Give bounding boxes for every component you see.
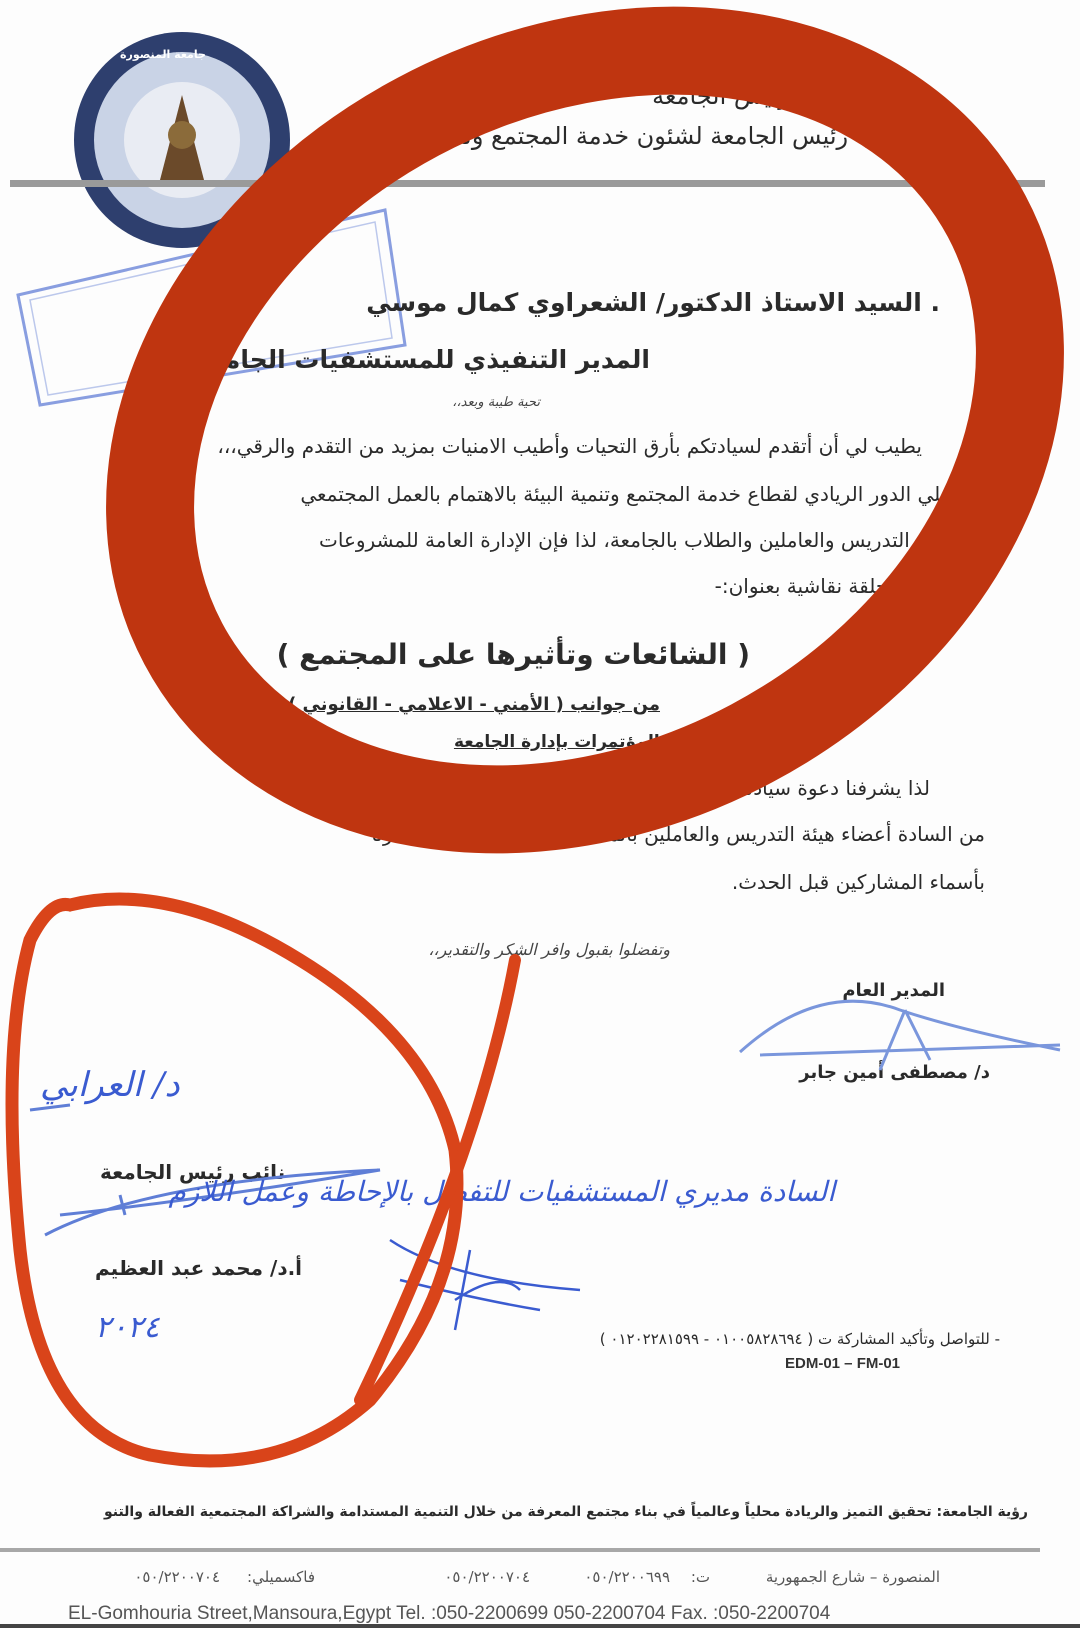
vp-title: نائب رئيس الجامعة bbox=[100, 1160, 286, 1184]
greeting: تحية طيبة وبعد،، bbox=[452, 395, 540, 410]
header-sector: نائب رئيس الجامعة لشئون خدمة المجتمع وتنمية البيئة bbox=[367, 122, 900, 150]
university-vision: رؤية الجامعة: تحقيق التميز والريادة محلياً وعالمياً في بناء مجتمع المعرفة من خلال التنمية المستدامة والشراكة المجتمعية الفعالة والتنو bbox=[103, 1504, 1028, 1520]
director-title: المدير العام bbox=[842, 980, 945, 1001]
footer-address-en: EL-Gomhouria Street,Mansoura,Egypt Tel. :050-2200699 050-2200704 Fax. :050-2200704 bbox=[68, 1603, 831, 1624]
handwritten-note: السادة مديري المستشفيات للتفضل بالإحاطة وعمل اللازم bbox=[168, 1175, 835, 1208]
closing: وتفضلوا بقبول وافر الشكر والتقدير،، bbox=[428, 940, 670, 959]
invite-line: من السادة أعضاء هيئة التدريس والعاملين بالمستشفيات مع التكرم اخطارنا bbox=[371, 822, 985, 846]
addressee-title: المدير التنفيذي للمستشفيات الجامعية bbox=[185, 345, 650, 374]
footer-tel2: ٠٥٠/٢٢٠٠٧٠٤ bbox=[444, 1568, 530, 1586]
big-red-circle bbox=[17, 0, 1080, 957]
event-date-place: ٢٠٢٤ بقاعة المؤتمرات بإدارة الجامعة bbox=[453, 732, 760, 752]
header-university-title: رئيس الجامعة bbox=[652, 82, 790, 110]
event-title: ( الشائعات وتأثيرها على المجتمع ) bbox=[276, 638, 750, 671]
contact-line: - للتواصل وتأكيد المشاركة ت ( ٠١٠٠٥٨٢٨٦٩٤ - ٠١٢٠٢٢٨١٥٩٩ ) bbox=[599, 1330, 1000, 1348]
vp-handwritten-year: ٢٠٢٤ bbox=[95, 1310, 160, 1345]
event-aspects: من جوانب ( الأمني - الاعلامي - القانوني ) bbox=[288, 694, 660, 715]
small-red-circle bbox=[12, 899, 457, 1461]
body-line: بتنظيم حلقة نقاشية بعنوان:- bbox=[714, 574, 948, 598]
director-name: د/ مصطفى أمين جابر bbox=[799, 1062, 990, 1083]
footer-fax: ٠٥٠/٢٢٠٠٧٠٤ bbox=[134, 1568, 220, 1586]
vp-name: أ.د/ محمد عبد العظيم bbox=[95, 1256, 303, 1280]
vp-handwritten-signature: د/ العرابي bbox=[40, 1065, 180, 1105]
footer-tel1: ٠٥٠/٢٢٠٠٦٩٩ bbox=[584, 1568, 670, 1586]
invite-line: لذا يشرفنا دعوة سيادتكم للحضور وترشيح عدد (١٠) من ترونه مناسبا bbox=[365, 776, 930, 800]
footer-address-ar: المنصورة – شارع الجمهورية bbox=[765, 1568, 940, 1586]
body-line: وتأكيداً علي الدور الريادي لقطاع خدمة المجتمع وتنمية البيئة بالاهتمام بالعمل المجتمعي bbox=[300, 482, 1012, 506]
body-line: يطيب لي أن أتقدم لسيادتكم بأرق التحيات وأطيب الامنيات بمزيد من التقدم والرقي،،، bbox=[217, 434, 922, 458]
form-code: EDM-01 – FM-01 bbox=[785, 1355, 901, 1372]
addressee: . السيد الاستاذ الدكتور/ الشعراوي كمال موسي bbox=[366, 288, 940, 317]
footer-tel-label: ت: bbox=[690, 1568, 710, 1586]
footer-fax-label: فاكسميلي: bbox=[247, 1568, 315, 1586]
body-line: لأعضاء هيئة التدريس والعاملين والطلاب بالجامعة، لذا فإن الإدارة العامة للمشروعات bbox=[319, 528, 1012, 552]
logo-text: جامعة المنصورة bbox=[120, 48, 206, 61]
invite-line: بأسماء المشاركين قبل الحدث. bbox=[731, 870, 985, 894]
